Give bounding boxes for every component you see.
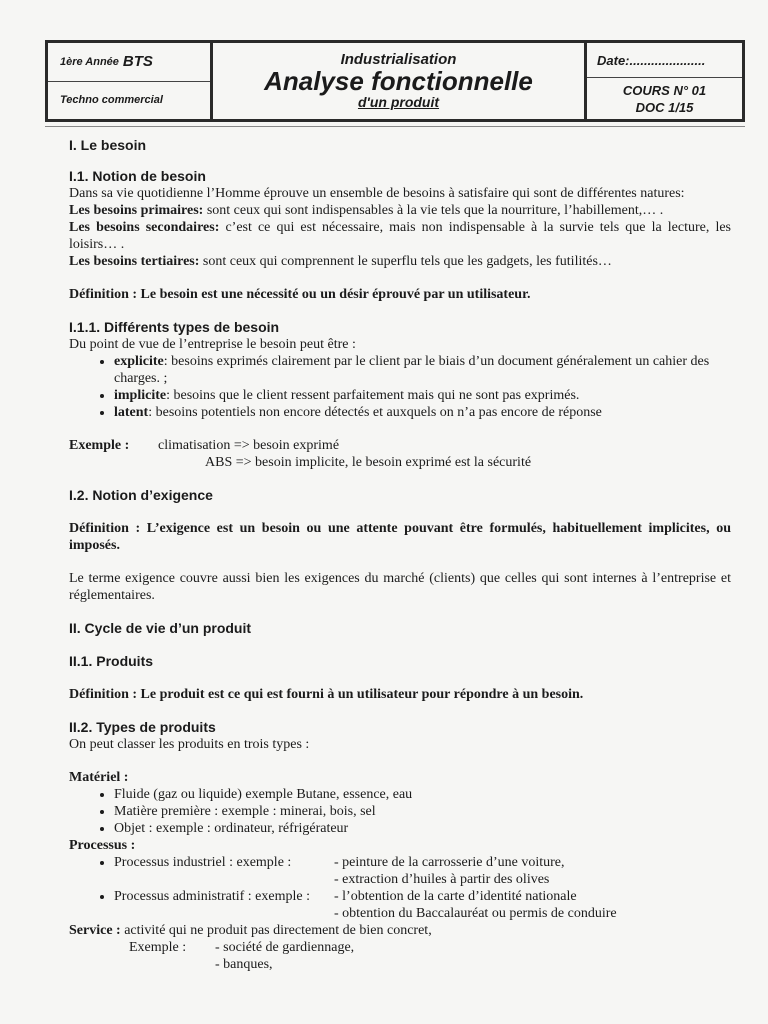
- header-rule: [45, 126, 745, 127]
- besoins-secondaires-label: Les besoins secondaires:: [69, 220, 220, 235]
- proc-ind-2: - extraction d’huiles à partir des olives: [334, 872, 550, 887]
- type-text: : besoins exprimés clairement par le client par le biais d’un document généralement un cahier des charges. ;: [114, 354, 710, 386]
- header-level: [48, 43, 210, 82]
- list-item: [114, 404, 731, 421]
- section-1-1-1-title: I.1.1. Différents types de besoin: [69, 319, 280, 335]
- type-text: : besoins que le client ressent parfaitement mais qui ne sont pas exprimés.: [166, 388, 580, 403]
- list-item: • Objet : exemple : ordinateur, réfrigérateur: [114, 820, 731, 837]
- proc-adm-label: • Processus administratif : exemple :: [114, 889, 310, 904]
- spacer: [69, 421, 731, 437]
- types-intro: Du point de vue de l’entreprise le besoin peut être :: [69, 337, 356, 352]
- spacer: [69, 270, 731, 286]
- header-title-sub: d'un produit: [357, 94, 440, 110]
- besoins-tertiaires-text: sont ceux qui comprennent le superflu tels que les gadgets, les futilités…: [199, 254, 612, 269]
- header-doc: DOC 1/15: [635, 100, 694, 115]
- proc-ind-1: - peinture de la carrosserie d’une voiture,: [334, 855, 565, 870]
- type-label: implicite: [114, 388, 167, 403]
- type-label: explicite: [114, 354, 164, 369]
- spacer: [69, 670, 731, 686]
- list-item: [114, 854, 731, 888]
- processus-list: [69, 854, 731, 922]
- section-1-1-title: I.1. Notion de besoin: [69, 168, 206, 184]
- spacer: [69, 554, 731, 570]
- header-cours: COURS N° 01: [622, 83, 707, 98]
- besoin-intro: Dans sa vie quotidienne l’Homme éprouve un ensemble de besoins à satisfaire qui sont de différentes natures:: [69, 186, 685, 201]
- exemple-2: ABS => besoin implicite, le besoin exprimé est la sécurité: [205, 455, 532, 470]
- header-right: [587, 43, 742, 119]
- header-title-block: [213, 43, 587, 119]
- besoins-secondaires-text: c’est ce qui est nécessaire, mais non indispensable à la survie tels que la lecture, les loisirs… .: [69, 220, 731, 252]
- header-title-top: Industrialisation: [340, 51, 457, 68]
- spacer: [69, 637, 731, 653]
- list-item: • Fluide (gaz ou liquide) exemple Butane, essence, eau: [114, 786, 731, 803]
- definition-produit: Définition : Le produit est ce qui est fourni à un utilisateur pour répondre à un besoin.: [69, 687, 584, 702]
- section-1-2-title: I.2. Notion d’exigence: [69, 487, 213, 503]
- service-text: activité qui ne produit pas directement de bien concret,: [120, 923, 432, 938]
- service-ex-2: - banques,: [215, 957, 273, 972]
- list-item: [114, 353, 731, 387]
- section-2-1-title: II.1. Produits: [69, 653, 154, 669]
- service-line: [69, 922, 731, 939]
- exemple-1: climatisation => besoin exprimé: [158, 438, 340, 453]
- spacer: [69, 504, 731, 520]
- section-1-title: I. Le besoin: [69, 137, 147, 153]
- processus-label: Processus :: [69, 838, 136, 853]
- section-2-2-title: II.2. Types de produits: [69, 719, 216, 735]
- spacer: [69, 604, 731, 620]
- service-label: Service :: [69, 923, 121, 938]
- header-cours-block: [587, 78, 742, 116]
- exigence-text: Le terme exigence couvre aussi bien les exigences du marché (clients) que celles qui sont internes à l’entreprise et réglementaires.: [69, 571, 731, 603]
- spacer: [69, 753, 731, 769]
- spacer: [69, 703, 731, 719]
- header-date: Date:.....................: [587, 43, 742, 78]
- header-title-main: Analyse fonctionnelle: [264, 66, 533, 96]
- header-filiere: Techno commercial: [60, 94, 163, 107]
- materiel-label: Matériel :: [69, 770, 129, 785]
- service-ex-1: - société de gardiennage,: [215, 940, 355, 955]
- header-bts: BTS: [122, 53, 153, 71]
- list-item: [114, 387, 731, 404]
- service-ex-row: [69, 939, 731, 956]
- header-annee: 1ère Année: [60, 55, 119, 68]
- document-header: [45, 40, 745, 122]
- exemple-label: Exemple :: [69, 438, 130, 453]
- besoins-tertiaires-label: Les besoins tertiaires:: [69, 254, 200, 269]
- proc-adm-2: - obtention du Baccalauréat ou permis de conduire: [334, 906, 617, 921]
- list-item: • Matière première : exemple : minerai, bois, sel: [114, 803, 731, 820]
- service-ex-label: Exemple :: [129, 940, 187, 955]
- materiel-list: [69, 786, 731, 837]
- document-body: [69, 133, 731, 973]
- definition-exigence: [69, 520, 731, 554]
- types-produits-intro: On peut classer les produits en trois types :: [69, 737, 310, 752]
- spacer: [69, 471, 731, 487]
- besoins-secondaires: [69, 219, 731, 253]
- besoins-tertiaires: [69, 253, 731, 270]
- besoins-primaires: [69, 202, 731, 219]
- proc-ind-label: • Processus industriel : exemple :: [114, 855, 292, 870]
- type-text: : besoins potentiels non encore détectés et auxquels on n’a pas encore de réponse: [148, 405, 602, 420]
- def2-label: Définition :: [69, 521, 141, 536]
- besoins-primaires-text: sont ceux qui sont indispensables à la vie tels que la nourriture, l’habillement,… .: [203, 203, 664, 218]
- list-item: [114, 888, 731, 922]
- proc-ind-row: [114, 854, 731, 871]
- section-2-title: II. Cycle de vie d’un produit: [69, 620, 252, 636]
- def2-text: L’exigence est un besoin ou une attente pouvant être formulés, habituellement implicites, ou imposés.: [69, 521, 731, 553]
- type-label: latent: [114, 405, 149, 420]
- definition-besoin: Définition : Le besoin est une nécessité ou un désir éprouvé par un utilisateur.: [69, 287, 531, 302]
- exemple-row: [69, 437, 731, 454]
- spacer: [69, 303, 731, 319]
- types-list: [69, 353, 731, 421]
- header-left: [48, 43, 213, 119]
- proc-adm-row: [114, 888, 731, 905]
- besoins-primaires-label: Les besoins primaires:: [69, 203, 204, 218]
- proc-adm-1: - l’obtention de la carte d’identité nationale: [334, 889, 577, 904]
